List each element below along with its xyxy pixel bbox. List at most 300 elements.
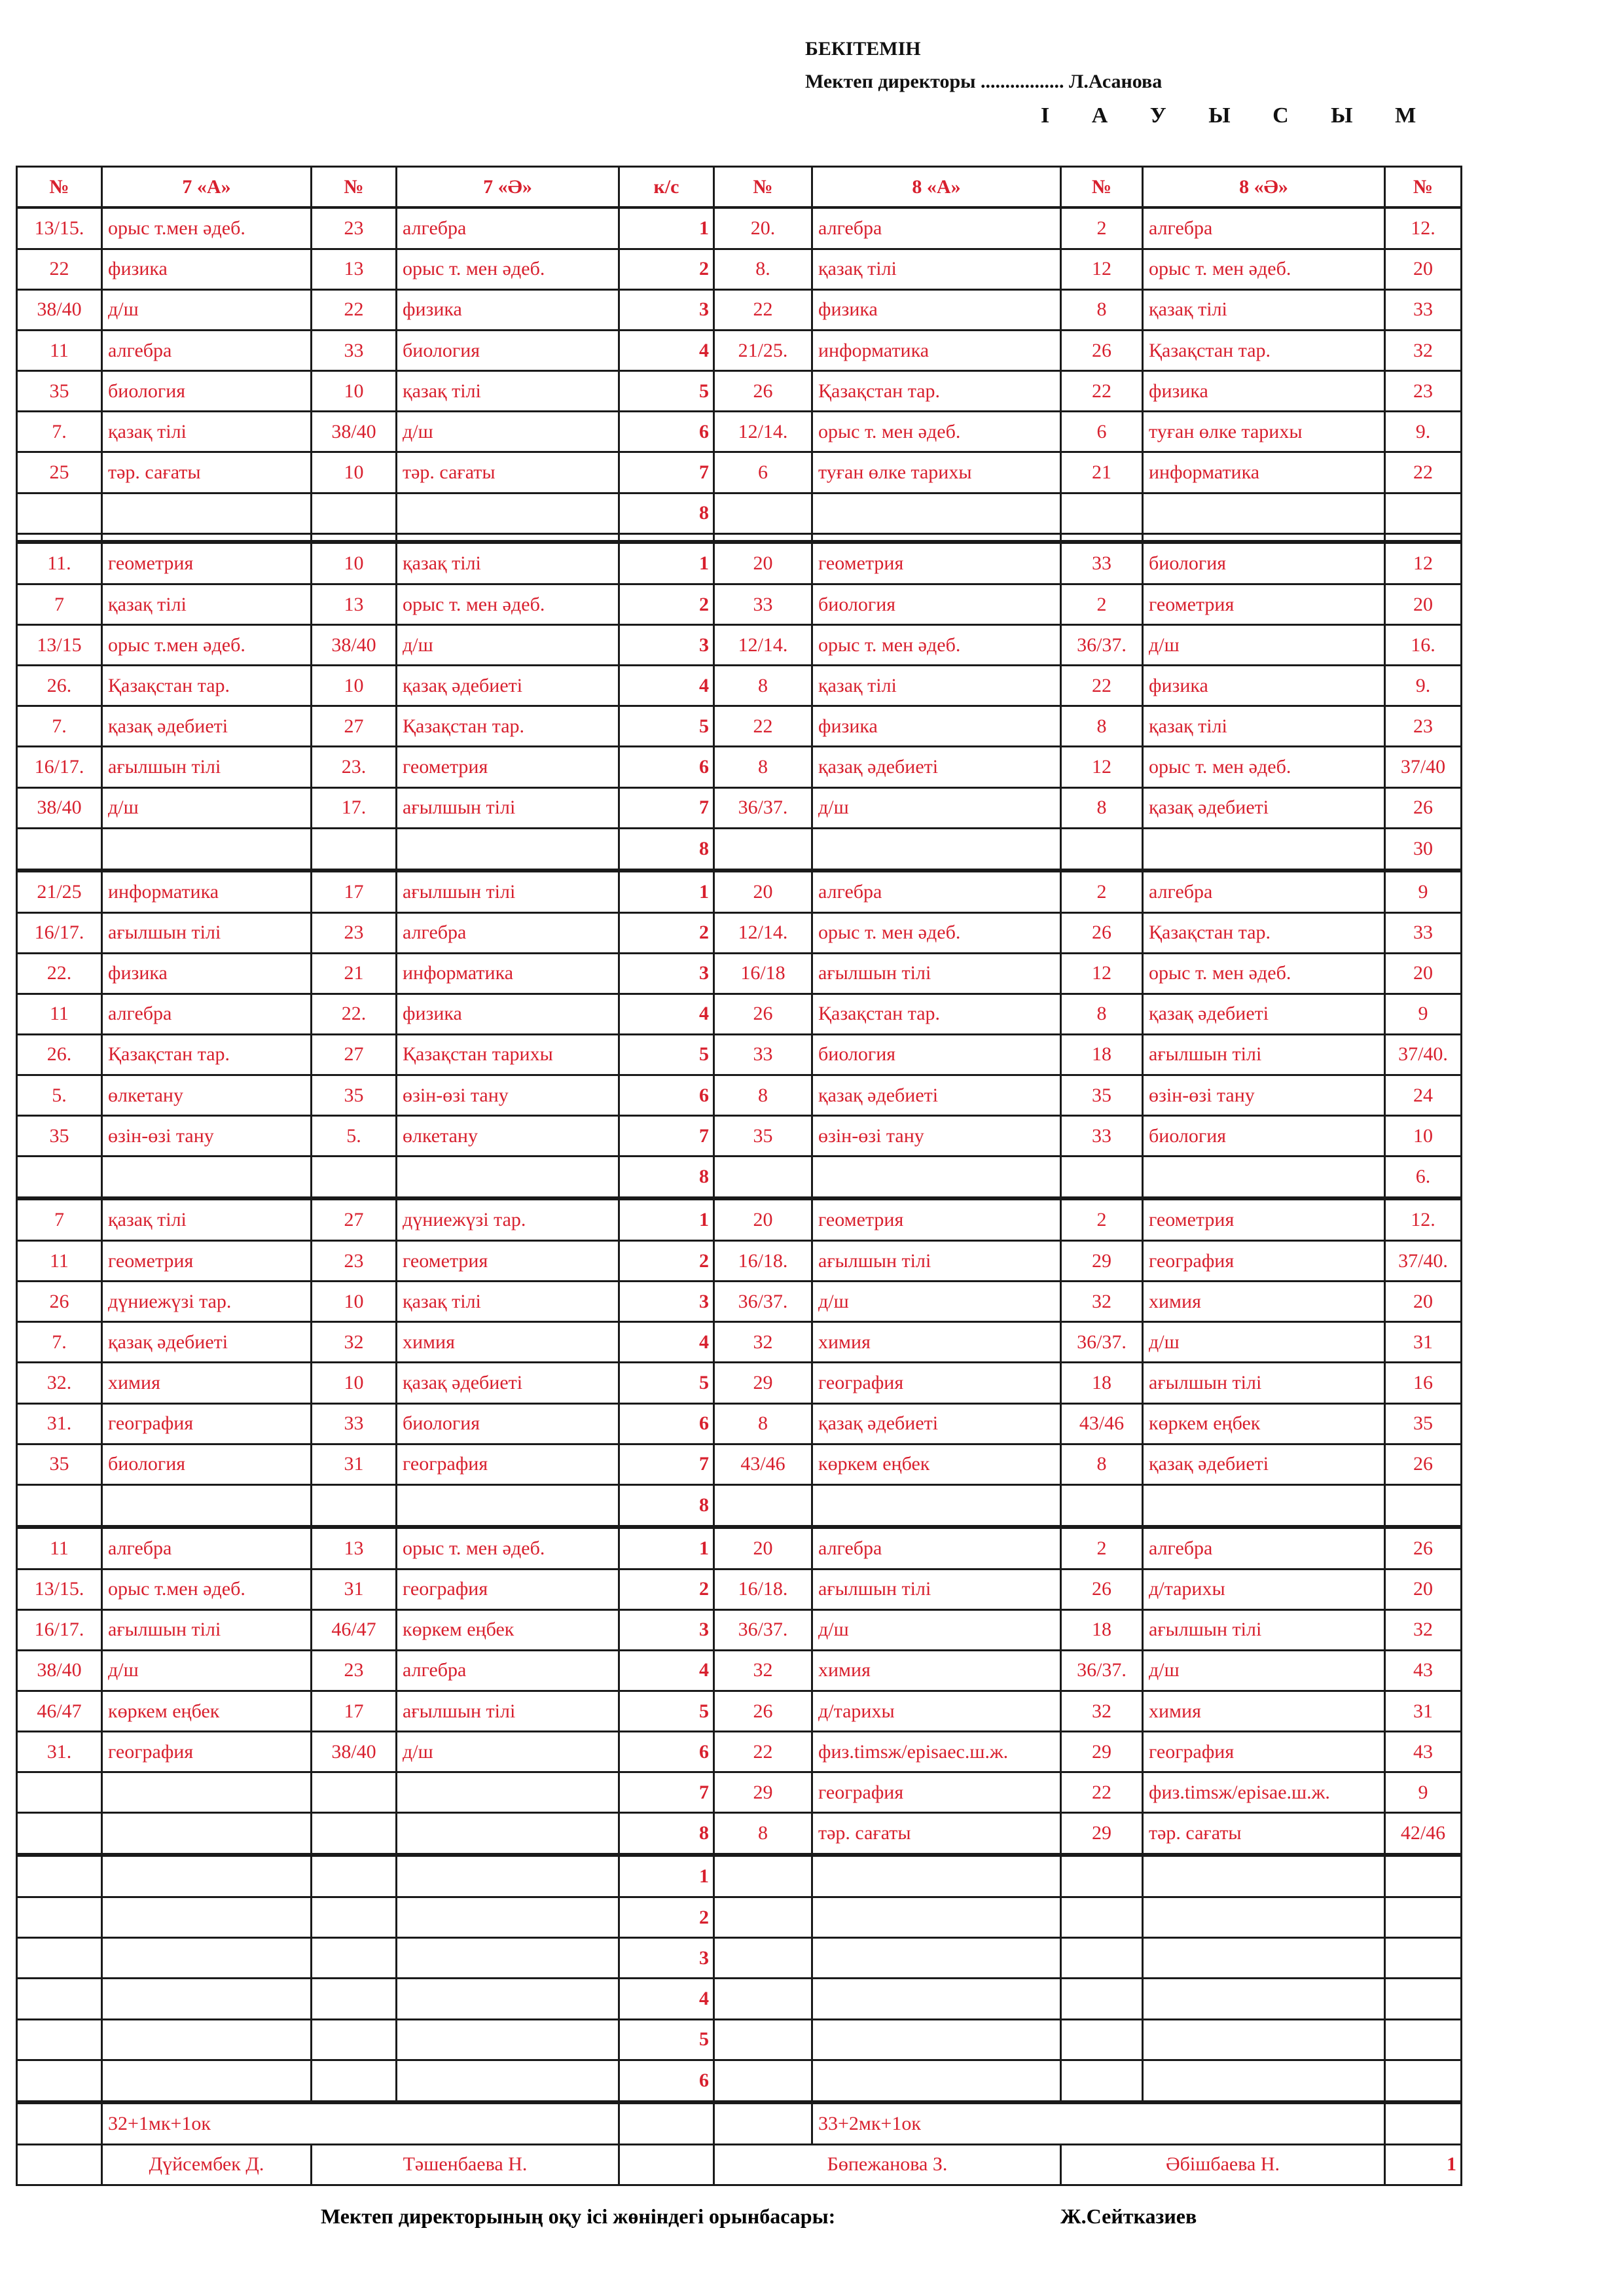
empty-cell — [619, 2102, 714, 2144]
table-row — [17, 1979, 1462, 2019]
subject-8b-cell — [1143, 493, 1385, 533]
empty-cell — [1385, 2102, 1462, 2144]
lesson-number-cell: 6 — [619, 2060, 714, 2102]
room-end-cell: 9 — [1385, 870, 1462, 912]
subject-8a-cell — [812, 2019, 1061, 2060]
room-7a-cell: 7 — [17, 584, 102, 624]
table-row — [17, 1650, 1462, 1691]
subject-8b-cell: тәр. сағаты — [1143, 1813, 1385, 1855]
subject-8b-cell: ағылшын тілі — [1143, 1609, 1385, 1650]
subject-8a-cell: физика — [812, 289, 1061, 330]
subject-8a-cell — [812, 1938, 1061, 1979]
room-end-cell: 20 — [1385, 249, 1462, 289]
room-7b-cell: 13 — [312, 1527, 397, 1569]
room-7a-cell — [17, 2019, 102, 2060]
subject-7a-cell: дүниежүзі тар. — [102, 1282, 312, 1322]
subject-8b-cell: физ.timsж/episae.ш.ж. — [1143, 1772, 1385, 1813]
deputy-director-label: Мектеп директорының оқу ісі жөніндегі орынбасары: — [321, 2204, 836, 2228]
room-7b-cell: 10 — [312, 371, 397, 412]
subject-7b-cell: физика — [397, 289, 619, 330]
room-8a-cell: 26 — [714, 1691, 812, 1732]
table-row — [17, 331, 1462, 371]
subject-7a-cell: физика — [102, 953, 312, 994]
lesson-number-cell: 5 — [619, 2019, 714, 2060]
room-8a-cell — [714, 2019, 812, 2060]
lesson-number-cell: 4 — [619, 994, 714, 1034]
subject-8a-cell: алгебра — [812, 207, 1061, 249]
room-7a-cell: 13/15 — [17, 625, 102, 666]
table-row — [17, 666, 1462, 706]
room-7b-cell — [312, 1157, 397, 1198]
room-8b-cell: 35 — [1061, 1075, 1143, 1116]
room-end-cell: 32 — [1385, 331, 1462, 371]
room-7a-cell: 11. — [17, 542, 102, 584]
lesson-number-cell: 2 — [619, 912, 714, 953]
subject-8a-cell: д/тарихы — [812, 1691, 1061, 1732]
table-row — [17, 1813, 1462, 1855]
table-row — [17, 1282, 1462, 1322]
subject-8b-cell: Қазақстан тар. — [1143, 331, 1385, 371]
room-7a-cell — [17, 533, 102, 542]
room-7b-cell: 13 — [312, 584, 397, 624]
room-end-cell — [1385, 1484, 1462, 1526]
room-7b-cell — [312, 1979, 397, 2019]
table-row — [17, 1732, 1462, 1772]
subject-7a-cell: д/ш — [102, 1650, 312, 1691]
subject-8a-cell: ағылшын тілі — [812, 1241, 1061, 1282]
room-7a-cell — [17, 1157, 102, 1198]
room-7a-cell: 7. — [17, 1322, 102, 1363]
subject-7b-cell: геометрия — [397, 1241, 619, 1282]
subject-8b-cell: д/тарихы — [1143, 1569, 1385, 1609]
room-end-cell: 32 — [1385, 1609, 1462, 1650]
subject-7b-cell: ағылшын тілі — [397, 870, 619, 912]
room-8a-cell: 22 — [714, 289, 812, 330]
subject-7a-cell: өзін-өзі тану — [102, 1116, 312, 1157]
room-7a-cell: 16/17. — [17, 912, 102, 953]
room-8a-cell: 8 — [714, 747, 812, 787]
table-row — [17, 1772, 1462, 1813]
empty-cell — [714, 2102, 812, 2144]
subject-8a-cell: химия — [812, 1322, 1061, 1363]
subject-8b-cell: геометрия — [1143, 584, 1385, 624]
subject-8a-cell: физ.timsж/episaec.ш.ж. — [812, 1732, 1061, 1772]
subject-7b-cell — [397, 1855, 619, 1897]
table-row — [17, 249, 1462, 289]
room-7a-cell — [17, 1855, 102, 1897]
subject-8b-cell: өзін-өзі тану — [1143, 1075, 1385, 1116]
room-end-cell: 10 — [1385, 1116, 1462, 1157]
subject-8b-cell — [1143, 828, 1385, 870]
room-8a-cell — [714, 1855, 812, 1897]
table-header-row — [17, 167, 1462, 208]
room-end-cell: 9 — [1385, 994, 1462, 1034]
subject-7a-cell — [102, 2019, 312, 2060]
room-end-cell: 22 — [1385, 452, 1462, 493]
room-7a-cell: 38/40 — [17, 787, 102, 828]
room-7a-cell: 7. — [17, 706, 102, 747]
room-end-cell — [1385, 2060, 1462, 2102]
subject-8b-cell: химия — [1143, 1691, 1385, 1732]
room-8a-cell: 12/14. — [714, 912, 812, 953]
room-7a-cell: 16/17. — [17, 747, 102, 787]
subject-8a-cell — [812, 533, 1061, 542]
totals-left: 32+1мк+1ок — [102, 2102, 619, 2144]
table-row — [17, 1241, 1462, 1282]
column-header: 7 «А» — [102, 167, 312, 208]
room-8a-cell — [714, 533, 812, 542]
room-7b-cell — [312, 1772, 397, 1813]
room-8b-cell: 18 — [1061, 1034, 1143, 1075]
subject-8a-cell: д/ш — [812, 1609, 1061, 1650]
table-row — [17, 1198, 1462, 1240]
room-7b-cell: 23. — [312, 747, 397, 787]
room-7a-cell — [17, 1938, 102, 1979]
lesson-number-cell: 3 — [619, 1938, 714, 1979]
lesson-number-cell: 5 — [619, 1691, 714, 1732]
room-8b-cell: 29 — [1061, 1732, 1143, 1772]
room-7b-cell — [312, 2060, 397, 2102]
table-row — [17, 1116, 1462, 1157]
subject-7b-cell — [397, 828, 619, 870]
room-8b-cell: 22 — [1061, 666, 1143, 706]
subject-7a-cell: өлкетану — [102, 1075, 312, 1116]
room-8b-cell: 2 — [1061, 1198, 1143, 1240]
room-end-cell: 6. — [1385, 1157, 1462, 1198]
table-row — [17, 584, 1462, 624]
room-8b-cell — [1061, 493, 1143, 533]
lesson-number-cell: 1 — [619, 207, 714, 249]
lesson-number-cell: 7 — [619, 452, 714, 493]
subject-7b-cell: алгебра — [397, 912, 619, 953]
subject-8a-cell: қазақ әдебиеті — [812, 747, 1061, 787]
lesson-number-cell — [619, 533, 714, 542]
room-8b-cell: 21 — [1061, 452, 1143, 493]
room-end-cell: 20 — [1385, 584, 1462, 624]
room-7b-cell: 38/40 — [312, 412, 397, 452]
lesson-number-cell: 4 — [619, 666, 714, 706]
subject-8b-cell: алгебра — [1143, 1527, 1385, 1569]
room-8a-cell: 32 — [714, 1650, 812, 1691]
subject-7b-cell — [397, 1484, 619, 1526]
teacher-7a: Дүйсембек Д. — [102, 2144, 312, 2185]
room-end-cell: 16. — [1385, 625, 1462, 666]
room-8b-cell: 22 — [1061, 1772, 1143, 1813]
table-row — [17, 493, 1462, 533]
room-8b-cell: 26 — [1061, 1569, 1143, 1609]
subject-7b-cell: өлкетану — [397, 1116, 619, 1157]
lesson-number-cell: 4 — [619, 1979, 714, 2019]
subject-7a-cell: ағылшын тілі — [102, 912, 312, 953]
subject-8b-cell — [1143, 533, 1385, 542]
room-8b-cell: 29 — [1061, 1241, 1143, 1282]
subject-8a-cell — [812, 1855, 1061, 1897]
room-8a-cell: 8 — [714, 1075, 812, 1116]
room-end-cell: 12. — [1385, 207, 1462, 249]
subject-8b-cell: геометрия — [1143, 1198, 1385, 1240]
room-end-cell — [1385, 1938, 1462, 1979]
subject-7b-cell: алгебра — [397, 207, 619, 249]
room-7a-cell: 26 — [17, 1282, 102, 1322]
room-7b-cell: 22 — [312, 289, 397, 330]
subject-8b-cell: көркем еңбек — [1143, 1403, 1385, 1444]
subject-8a-cell: Қазақстан тар. — [812, 371, 1061, 412]
teacher-8b: Әбішбаева Н. — [1061, 2144, 1385, 2185]
table-row — [17, 953, 1462, 994]
column-header: 8 «Ә» — [1143, 167, 1385, 208]
stray-mark: 1 — [1385, 2144, 1462, 2185]
table-row — [17, 1075, 1462, 1116]
table-row — [17, 1363, 1462, 1403]
table-row — [17, 2144, 1462, 2185]
table-row — [17, 912, 1462, 953]
subject-8a-cell — [812, 1979, 1061, 2019]
room-7a-cell: 7 — [17, 1198, 102, 1240]
room-7a-cell — [17, 828, 102, 870]
subject-7a-cell: қазақ әдебиеті — [102, 1322, 312, 1363]
subject-7a-cell: тәр. сағаты — [102, 452, 312, 493]
room-end-cell: 20 — [1385, 1569, 1462, 1609]
room-7b-cell: 21 — [312, 953, 397, 994]
table-row — [17, 207, 1462, 249]
subject-7a-cell: Қазақстан тар. — [102, 1034, 312, 1075]
lesson-number-cell: 5 — [619, 1363, 714, 1403]
subject-8a-cell: алгебра — [812, 870, 1061, 912]
subject-7a-cell — [102, 2060, 312, 2102]
room-7a-cell — [17, 493, 102, 533]
lesson-number-cell: 3 — [619, 1282, 714, 1322]
room-8a-cell — [714, 1157, 812, 1198]
subject-7b-cell: қазақ тілі — [397, 371, 619, 412]
room-7b-cell — [312, 1938, 397, 1979]
room-8a-cell: 32 — [714, 1322, 812, 1363]
subject-7a-cell: ағылшын тілі — [102, 747, 312, 787]
room-7a-cell — [17, 1897, 102, 1938]
term-label: І А У Ы С Ы М — [1041, 103, 1419, 128]
lesson-number-cell: 1 — [619, 542, 714, 584]
room-7b-cell — [312, 533, 397, 542]
room-7b-cell: 5. — [312, 1116, 397, 1157]
room-end-cell: 9. — [1385, 666, 1462, 706]
timetable — [16, 166, 1462, 2186]
subject-7a-cell: физика — [102, 249, 312, 289]
subject-7b-cell: ағылшын тілі — [397, 1691, 619, 1732]
room-8b-cell: 8 — [1061, 787, 1143, 828]
room-7b-cell — [312, 493, 397, 533]
subject-7a-cell: көркем еңбек — [102, 1691, 312, 1732]
subject-8a-cell: информатика — [812, 331, 1061, 371]
room-8b-cell: 12 — [1061, 249, 1143, 289]
room-7b-cell: 10 — [312, 1363, 397, 1403]
room-8b-cell: 8 — [1061, 994, 1143, 1034]
room-end-cell: 12. — [1385, 1198, 1462, 1240]
room-8a-cell: 8 — [714, 1403, 812, 1444]
room-7b-cell: 17. — [312, 787, 397, 828]
table-row — [17, 994, 1462, 1034]
room-7b-cell: 31 — [312, 1444, 397, 1484]
room-8b-cell — [1061, 1484, 1143, 1526]
subject-7b-cell: қазақ әдебиеті — [397, 1363, 619, 1403]
lesson-number-cell: 2 — [619, 584, 714, 624]
room-8b-cell — [1061, 1979, 1143, 2019]
room-7a-cell: 35 — [17, 1116, 102, 1157]
room-7a-cell: 31. — [17, 1403, 102, 1444]
room-end-cell: 37/40. — [1385, 1034, 1462, 1075]
room-7b-cell: 33 — [312, 331, 397, 371]
subject-8a-cell: қазақ тілі — [812, 666, 1061, 706]
column-header: № — [1061, 167, 1143, 208]
column-header: № — [312, 167, 397, 208]
room-end-cell: 12 — [1385, 542, 1462, 584]
room-end-cell — [1385, 1897, 1462, 1938]
room-7b-cell: 17 — [312, 1691, 397, 1732]
table-row — [17, 2060, 1462, 2102]
room-8a-cell: 33 — [714, 584, 812, 624]
subject-8b-cell: орыс т. мен әдеб. — [1143, 747, 1385, 787]
table-row — [17, 1403, 1462, 1444]
room-end-cell: 9 — [1385, 1772, 1462, 1813]
table-row — [17, 706, 1462, 747]
subject-8a-cell: қазақ тілі — [812, 249, 1061, 289]
subject-8b-cell: Қазақстан тар. — [1143, 912, 1385, 953]
room-8b-cell — [1061, 1938, 1143, 1979]
table-row — [17, 1938, 1462, 1979]
subject-7a-cell: геометрия — [102, 1241, 312, 1282]
subject-7b-cell: орыс т. мен әдеб. — [397, 584, 619, 624]
room-8b-cell: 36/37. — [1061, 1322, 1143, 1363]
room-end-cell: 37/40. — [1385, 1241, 1462, 1282]
room-8b-cell: 2 — [1061, 584, 1143, 624]
lesson-number-cell: 2 — [619, 249, 714, 289]
subject-8a-cell: қазақ әдебиеті — [812, 1403, 1061, 1444]
room-7b-cell: 27 — [312, 1034, 397, 1075]
room-8a-cell: 33 — [714, 1034, 812, 1075]
teacher-7b: Тәшенбаева Н. — [312, 2144, 619, 2185]
lesson-number-cell: 1 — [619, 1855, 714, 1897]
room-7a-cell: 11 — [17, 994, 102, 1034]
room-7b-cell: 35 — [312, 1075, 397, 1116]
subject-7b-cell: география — [397, 1569, 619, 1609]
room-8b-cell — [1061, 1897, 1143, 1938]
subject-7a-cell: биология — [102, 371, 312, 412]
room-8a-cell: 20 — [714, 1527, 812, 1569]
subject-7b-cell: химия — [397, 1322, 619, 1363]
room-7a-cell — [17, 1979, 102, 2019]
subject-8a-cell: физика — [812, 706, 1061, 747]
table-row — [17, 1855, 1462, 1897]
lesson-number-cell: 5 — [619, 706, 714, 747]
subject-7a-cell: қазақ тілі — [102, 1198, 312, 1240]
subject-8a-cell: ағылшын тілі — [812, 1569, 1061, 1609]
subject-7b-cell — [397, 493, 619, 533]
subject-7b-cell: геометрия — [397, 747, 619, 787]
subject-8b-cell — [1143, 1938, 1385, 1979]
subject-7b-cell: алгебра — [397, 1650, 619, 1691]
column-header: 8 «А» — [812, 167, 1061, 208]
room-7a-cell: 7. — [17, 412, 102, 452]
room-end-cell: 43 — [1385, 1650, 1462, 1691]
table-row — [17, 1569, 1462, 1609]
lesson-number-cell: 5 — [619, 1034, 714, 1075]
lesson-number-cell: 4 — [619, 1322, 714, 1363]
deputy-director-name: Ж.Сейтказиев — [1060, 2204, 1197, 2228]
room-8b-cell: 8 — [1061, 1444, 1143, 1484]
room-8b-cell: 18 — [1061, 1363, 1143, 1403]
subject-8a-cell: география — [812, 1363, 1061, 1403]
subject-7b-cell: д/ш — [397, 412, 619, 452]
subject-8b-cell: туған өлке тарихы — [1143, 412, 1385, 452]
subject-7a-cell: қазақ әдебиеті — [102, 706, 312, 747]
subject-8a-cell: өзін-өзі тану — [812, 1116, 1061, 1157]
subject-8a-cell: көркем еңбек — [812, 1444, 1061, 1484]
room-8a-cell: 16/18. — [714, 1241, 812, 1282]
subject-8b-cell: физика — [1143, 666, 1385, 706]
subject-7a-cell — [102, 1979, 312, 2019]
room-8b-cell: 8 — [1061, 706, 1143, 747]
subject-7a-cell: география — [102, 1403, 312, 1444]
subject-8a-cell: орыс т. мен әдеб. — [812, 912, 1061, 953]
subject-8a-cell: геометрия — [812, 1198, 1061, 1240]
room-7a-cell: 13/15. — [17, 207, 102, 249]
lesson-number-cell: 8 — [619, 1813, 714, 1855]
room-8a-cell: 26 — [714, 371, 812, 412]
lesson-number-cell: 8 — [619, 828, 714, 870]
room-7b-cell: 23 — [312, 1650, 397, 1691]
subject-8b-cell — [1143, 1897, 1385, 1938]
subject-8b-cell — [1143, 2060, 1385, 2102]
subject-8a-cell — [812, 828, 1061, 870]
subject-7b-cell — [397, 2019, 619, 2060]
room-8a-cell: 20 — [714, 1198, 812, 1240]
room-8a-cell: 43/46 — [714, 1444, 812, 1484]
subject-8a-cell: Қазақстан тар. — [812, 994, 1061, 1034]
subject-7a-cell: география — [102, 1732, 312, 1772]
subject-7b-cell: орыс т. мен әдеб. — [397, 1527, 619, 1569]
subject-8b-cell: д/ш — [1143, 625, 1385, 666]
room-8a-cell: 21/25. — [714, 331, 812, 371]
subject-8b-cell — [1143, 2019, 1385, 2060]
subject-7a-cell: химия — [102, 1363, 312, 1403]
room-8b-cell — [1061, 2060, 1143, 2102]
room-7a-cell: 21/25 — [17, 870, 102, 912]
room-7b-cell: 13 — [312, 249, 397, 289]
room-7b-cell: 10 — [312, 1282, 397, 1322]
empty-cell — [17, 2144, 102, 2185]
director-signature-line: Мектеп директоры ................. Л.Асанова — [805, 71, 1163, 92]
room-8a-cell: 35 — [714, 1116, 812, 1157]
room-end-cell: 9. — [1385, 412, 1462, 452]
room-7a-cell: 22 — [17, 249, 102, 289]
room-7b-cell: 27 — [312, 1198, 397, 1240]
subject-7a-cell — [102, 1484, 312, 1526]
room-end-cell — [1385, 2019, 1462, 2060]
room-8a-cell: 22 — [714, 706, 812, 747]
room-7b-cell: 23 — [312, 1241, 397, 1282]
subject-8b-cell: қазақ тілі — [1143, 289, 1385, 330]
subject-7a-cell — [102, 828, 312, 870]
subject-7b-cell: Қазақстан тар. — [397, 706, 619, 747]
room-8a-cell — [714, 1897, 812, 1938]
subject-8b-cell: физика — [1143, 371, 1385, 412]
subject-7a-cell: қазақ тілі — [102, 412, 312, 452]
subject-7a-cell: информатика — [102, 870, 312, 912]
lesson-number-cell: 2 — [619, 1569, 714, 1609]
subject-8b-cell — [1143, 1484, 1385, 1526]
subject-7b-cell: Қазақстан тарихы — [397, 1034, 619, 1075]
room-7b-cell: 38/40 — [312, 625, 397, 666]
table-row — [17, 2102, 1462, 2144]
lesson-number-cell: 3 — [619, 289, 714, 330]
